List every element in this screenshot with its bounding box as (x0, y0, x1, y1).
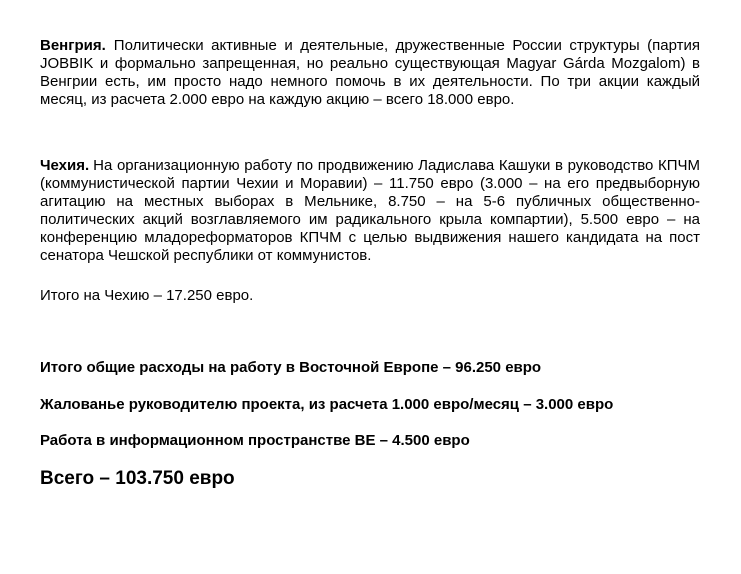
subtotal-czech-line: Итого на Чехию – 17.250 евро. (40, 287, 254, 304)
grand-total-line: Всего – 103.750 евро (40, 468, 235, 489)
paragraph-czech (40, 157, 700, 265)
summary-project-manager-salary: Жалованье руководителю проекта, из расчета 1.000 евро/месяц – 3.000 евро (40, 396, 614, 413)
summary-information-space: Работа в информационном пространстве ВЕ – 4.500 евро (40, 432, 470, 449)
paragraph-hungary (40, 37, 700, 109)
paragraph-hungary-lead: Венгрия. (40, 37, 106, 54)
paragraph-czech-lead: Чехия. (40, 157, 90, 174)
summary-total-eastern-europe: Итого общие расходы на работу в Восточной Европе – 96.250 евро (40, 359, 542, 376)
paragraph-hungary-body: Политически активные и деятельные, дружественные России структуры (партия JOBBIK и формально запрещенная, но реально существующая Magyar Gárda Mozgalom) в Венгрии есть, им просто надо немного помочь в их деятельности. По три акции каждый месяц, из расчета 2.000 евро на каждую акцию – всего 18.000 евро. (40, 37, 700, 108)
paragraph-czech-body: На организационную работу по продвижению Ладислава Кашуки в руководство КПЧМ (коммунистической партии Чехии и Моравии) – 11.750 евро (3.000 – на его предвыборную агитацию на местных выборах в Мельнике, 8.750 – на 5-6 публичных общественно-политических акций возглавляемого им радикального крыла компартии), 5.500 евро – на конференцию младореформаторов КПЧМ с целью выдвижения нашего кандидата на пост сенатора Чешской республики от коммунистов. (40, 157, 700, 264)
